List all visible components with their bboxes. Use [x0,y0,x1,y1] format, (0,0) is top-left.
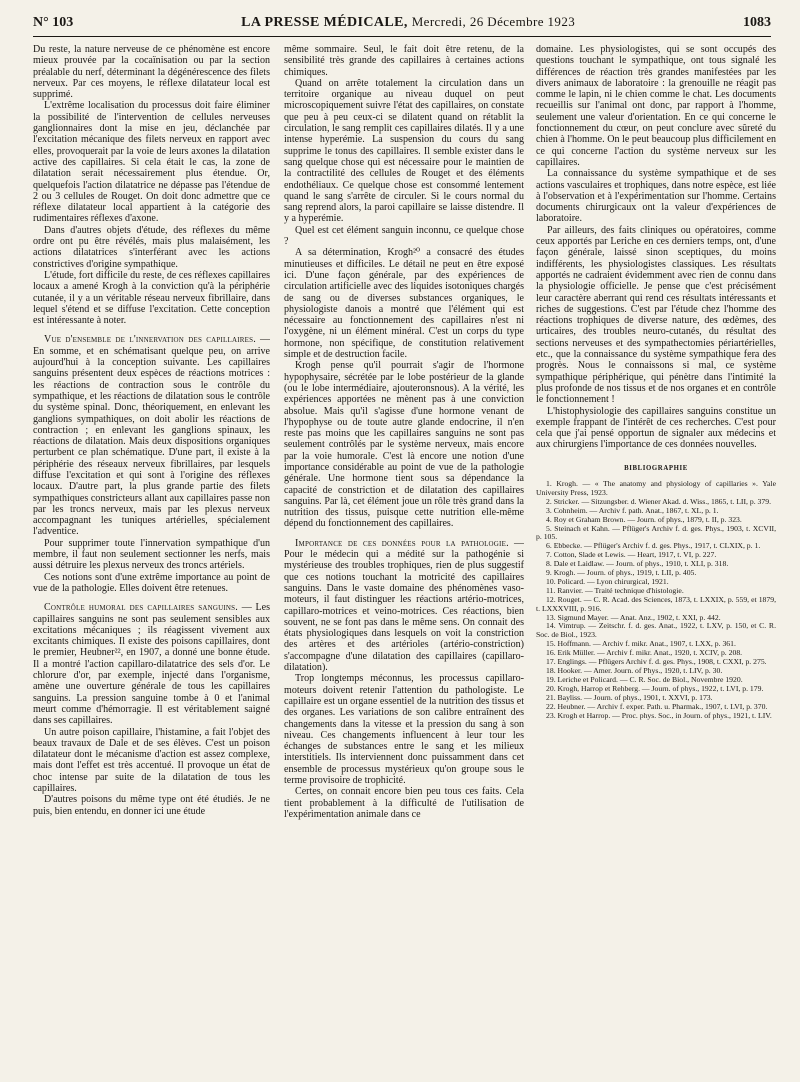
section-paragraph [33,602,270,726]
bibliography-entry: 7. Cotton, Slade et Lewis. — Heart, 1917, t. VI, p. 227. [546,550,717,560]
paragraph: Trop longtemps méconnus, les processus capillaro-moteurs doivent retenir l'attention du pathologiste. Le capillaire est un organe essentiel de la nutrition des tissus et des organes. Les variations de son calibre entraînent des changements dans la vitesse et la pression du sang à son niveau. Ces changements influencent à leur tour les échanges de substances entre le sang et les milieux interstitiels. Ils interviennent donc puissamment dans cet ensemble de processus mystérieux qu'on groupe sous le terme provisoire de trophicité. [284,673,524,786]
column-2 [284,44,524,1049]
bibliography-entry: 10. Policard. — Lyon chirurgical, 1921. [546,576,669,586]
paragraph: Krogh pense qu'il pourrait s'agir de l'hormone hypophysaire, sécrétée par le lobe postérieur de la glande (ou le lobe intermédiaire, ajouteronsnous). A la vérité, les expériences apportées ne mènent pas à une conviction absolue. Mais qu'il s'agisse d'une hormone venant de l'hypophyse ou de toute autre glande endocrine, il n'en reste pas moins que les capillaires sanguins ne sont pas seulement contrôlés par le système nerveux, mais encore par la voie humorale. C'est là encore une notion d'une importance considérable au point de vue de la pathologie générale. Une hormone tient sous sa dépendance la capacité de constriction et de dilatation des capillaires sanguins. Par là, cet élément joue un rôle très grand dans la nutrition des tissus, puisque cette nutrition elle-même dépend du fonctionnement des capillaires. [284,360,524,530]
bibliography-entry: 21. Bayliss. — Journ. of phys., 1901, t. XXVI, p. 173. [546,692,713,702]
bibliography-entry: 15. Hoffmann. — Archiv f. mikr. Anat., 1907, t. LXX, p. 361. [546,639,736,649]
paragraph: Du reste, la nature nerveuse de ce phénomène est encore mieux prouvée par la cocaïnisation ou par la section préalable du nerf, déterminant la dégénérescence des filets nerveux. Par ces moyens, le réflexe dilatateur local est supprimé. [33,44,270,101]
bibliography-entry: 8. Dale et Laidlaw. — Journ. of phys., 1910, t. XLI, p. 318. [546,559,729,569]
paragraph: L'extrême localisation du processus doit faire éliminer la possibilité de l'intervention de cellules nerveuses ganglionnaires dont la mise en jeu, déclanchée par l'excitation mécanique des filets nerveux en rapport avec elles, provoquerait par la voie de leurs axones la dilatation active des capillaires. Si cela était le cas, la zone de dilatation serait nécessairement plus étendue. Or, quelquefois l'action dilatatrice ne dépasse pas l'étendue de 2 ou 3 cellules de Rouget. On doit donc admettre que ce réflexe dilatateur local appartient à la catégorie des rudimentaires réflexes d'axone. [33,100,270,225]
bibliography-entry: 11. Ranvier. — Traité technique d'histologie. [546,585,684,595]
bibliography-entry: 4. Roy et Graham Brown. — Journ. of phys., 1879, t. II, p. 323. [546,514,742,524]
paragraph: D'autres poisons du même type ont été étudiés. Je ne puis, bien entendu, en donner ici une étude [33,794,270,817]
bibliography-entry: 13. Sigmund Mayer. — Anat. Anz., 1902, t. XXI, p. 442. [546,612,721,622]
bibliography-entry: 18. Hooker. — Amer. Journ. of Phys., 1920, t. LIV, p. 30. [546,666,723,676]
section-paragraph [33,334,270,537]
bibliography-entry: 20. Krogh, Harrop et Rehberg. — Journ. of phys., 1922, t. LVI, p. 179. [546,683,764,693]
issue-number: N° 103 [33,15,74,30]
paragraph: Certes, on connait encore bien peu tous ces faits. Cela tient probablement à la difficulté de l'utilisation de l'expérimentation animale dans ce [284,786,524,820]
paragraph: Quand on arrête totalement la circulation dans un territoire organique au niveau duquel on peut microscopiquement suivre l'état des capillaires, on constate que peu à peu ceux-ci se dilatent quand on rétablit la circulation, le sang remplit ces capillaires dilatés. Il y a une intense hyperémie. La suspension du cours du sang supprime le tonus des capillaires. Il semble exister dans le sang quelque chose qui est nécessaire pour le maintien de la contractilité des cellules de Rouget et des éléments endothéliaux. Ce quelque chose est consommé lentement quand le sang s'arrête de circuler. Si le cours normal du sang reprend alors, la paroi capillaire se laisse distendre. Il y a hyperémie. [284,77,524,225]
paragraph: L'étude, fort difficile du reste, de ces réflexes capillaires locaux a amené Krogh à la conviction qu'à la périphérie cutanée, il y a un véritable réseau nerveux fibrillaire, dans lequel s'étend et se diffuse l'excitation. Cette conception est intéressante à noter. [33,269,270,327]
bibliography-entry: 1. Krogh. — « The anatomy and physiology of capillaries ». Yale University Press, 1923. [536,478,776,497]
bibliography-entry: 19. Leriche et Policard. — C. R. Soc. de Biol., Novembre 1920. [546,674,743,684]
section-title: Contrôle humoral des capillaires sanguins. [44,602,238,614]
paragraph: Par ailleurs, des faits cliniques ou opératoires, comme ceux apportés par Leriche en ces derniers temps, ont, d'une façon générale, laissé sinon sceptiques, du moins indifférents, les physiologistes classiques. Les résultats apportés ne cadraient évidemment avec rien de connu dans la physiologie officielle. Je pense que c'est précisément leur caractère aberrant qui rend ces résultats intéressants et riches de suggestions. C'est par l'étude chez l'homme des réactions trophiques de diverse nature, des œdèmes, des urticaires, des troubles neuro-cutanés, du résultat des sections nerveuses et des sympathectomies périartérielles, etc., que la connaissance du système sympathique fera des progrès. Nous le connaissons si mal, ce système sympathique périphérique, qui pénètre dans l'intimité la plus profonde de nos tissus et de nos organes et en contrôle le fonctionnement ! [536,224,776,406]
paragraph: A sa détermination, Krogh²⁰ a consacré des études minutieuses et difficiles. Le détail ne peut en être exposé ici. D'une façon générale, par des expériences de circulation artificielle avec des liquides isotoniques chargés de sang ou de diverses substances organiques, le physiologiste danois a montré que l'élément qui est nécessaire au fonctionnement des capillaires n'est ni l'oxygène, ni un élément minéral. C'est un corps du type hormone, non spécifique, de constitution relativement simple et de destruction facile. [284,247,524,361]
bibliography-entry: 5. Steinach et Kahn. — Pflüger's Archiv f. d. ges. Phys., 1903, t. XCVII, p. 105. [536,523,776,542]
paragraph: Pour supprimer toute l'innervation sympathique d'un membre, il faut non seulement sectionner les nerfs, mais aussi détruire les plexus nerveux des troncs artériels. [33,537,270,572]
section-paragraph [284,538,524,674]
journal-name: LA PRESSE MÉDICALE, [241,15,408,30]
bibliography-entry: 12. Rouget. — C. R. Acad. des Sciences, 1873, t. LXXIX, p. 559, et 1879, t. LXXXVIII, p. 916. [536,594,776,613]
column-1 [33,44,270,1049]
section-title: Vue d'ensemble de l'innervation des capillaires. [44,334,256,346]
issue-date: Mercredi, 26 Décembre 1923 [411,14,576,29]
bibliography-entry: 16. Erik Müller. — Archiv f. mikr. Anat., 1920, t. XCIV, p. 208. [546,648,743,658]
section-title: Importance de ces données pour la pathologie. [295,537,509,549]
bibliography-entry: 2. Stricker. — Sitzungsber. d. Wiener Akad. d. Wiss., 1865, t. LII, p. 379. [546,496,771,506]
paragraph: L'histophysiologie des capillaires sanguins constitue un exemple frappant de l'intérêt de ces recherches. C'est pour cela que j'ai pensé opportun de signaler aux médecins et aux chirurgiens l'importance de ces données nouvelles. [536,405,776,451]
page-number: 1083 [743,15,771,30]
section-text: — En somme, et en schématisant quelque peu, on arrive aujourd'hui à la conception suivante. Les capillaires sanguins présentent deux espèces de réactions motrices : les réactions de contraction sous le contrôle du sympathique, et les réactions de dilatation sous le contrôle du système spinal. Donc, théoriquement, en enlevant les ganglions sympathiques, on doit abolir les réactions de contraction ; en enlevant les ganglions spinaux, les réactions de dilatation. Mais deux dispositions organiques perturbent ce plan schématique. D'une part, il existe à la périphérie des réseaux nerveux fibrillaires, par lesquels diffuse l'excitation et qui sont à l'origine des réflexes locaux. D'autre part, la plus grande partie des filets sympathiques constricteurs allant aux capillaires passe non par les troncs nerveux, mais par les plexus nerveux accompagnant les tuniques artérielles, spécialement l'adventice. [33,334,270,538]
bibliography-entry: 14. Vimtrup. — Zeitschr. f. d. ges. Anat., 1922, t. LXV, p. 150, et C. R. Soc. de Biol., 1923. [536,621,776,640]
paragraph: Un autre poison capillaire, l'histamine, a fait l'objet des beaux travaux de Dale et de ses élèves. C'est un poison dilatateur dont le mécanisme d'action est assez complexe, mais dont l'effet est très accentué. Il provoque un état de choc intense par suite de la dilatation de tous les capillaires. [33,726,270,794]
bibliography-entry: 17. Englings. — Pflügers Archiv f. d. ges. Phys., 1908, t. CXXI, p. 275. [546,657,767,667]
section-text: — Pour le médecin qui a médité sur la pathogénie si mystérieuse des troubles trophiques, rien de plus suggestif que ces notions touchant la motricité des capillaires sanguins. Dans le vaste domaine des phénomènes vaso-moteurs, il faut distinguer les réactions artério-motrices, capillaro-motrices et veino-motrices. Ces réactions, bien souvent, ne se font pas dans le même sens. On connait des états physiologiques dans lesquels on voit la constriction des artères et des artérioles (artério-constriction) s'accompagne d'une dilatation des capillaires (capillaro-dilatation). [284,537,524,674]
paragraph: Quel est cet élément sanguin inconnu, ce quelque chose ? [284,224,524,248]
bibliography-list [536,480,776,720]
bibliography-entry: 9. Krogh. — Journ. of phys., 1919, t. LII, p. 405. [546,568,697,578]
paragraph: Dans d'autres objets d'étude, des réflexes du même ordre ont pu être révélés, mais plus malaisément, les actions dilatatrices s'interférant avec les actions constrictives d'origine sympathique. [33,224,270,270]
section-text: — Les capillaires sanguins ne sont pas seulement sensibles aux excitations mécaniques ; ils réagissent vivement aux excitants chimiques. Il existe des poisons capillaires, dont le premier, Heubner²², en 1907, a donné une bonne étude. Il a montré l'action capillaro-dilatatrice des sels d'or. Le chlorure d'or, par exemple, injecté dans l'organisme, amène une ouverture générale de tous les capillaires sanguins. La pression sanguine tombe à 0 et l'animal meurt comme d'hémorragie. Il est véritablement saigné dans ses capillaires. [33,602,270,727]
bibliography-entry: 3. Cohnheim. — Archiv f. path. Anat., 1867, t. XL, p. 1. [546,505,719,515]
journal-title [241,14,575,31]
running-header [33,14,771,37]
column-3 [536,44,776,1049]
bibliography-entry: 6. Ebbecke. — Pflüger's Archiv f. d. ges. Phys., 1917, t. CLXIX, p. 1. [546,541,761,551]
bibliography-entry: 22. Heubner. — Archiv f. exper. Path. u. Pharmak., 1907, t. LVI, p. 370. [546,701,768,711]
bibliography-title: BIBLIOGRAPHIE [624,464,688,472]
paragraph: même sommaire. Seul, le fait doit être retenu, de la sensibilité très grande des capillaires à certaines actions chimiques. [284,44,524,78]
bibliography-entry: 23. Krogh et Harrop. — Proc. phys. Soc., in Journ. of phys., 1921, t. LIV. [546,710,772,720]
paragraph: La connaissance du système sympathique et de ses actions vasculaires et trophiques, dans notre espèce, est liée à l'observation et à l'expérimentation sur l'homme. Certains documents chirurgicaux ont la valeur d'expériences de laboratoire. [536,168,776,225]
paragraph: Ces notions sont d'une extrême importance au point de vue de la pathologie. Elles doivent être retenues. [33,571,270,594]
paragraph: domaine. Les physiologistes, qui se sont occupés des questions touchant le sympathique, ont tous signalé les différences de réaction très grandes manifestées par les divers animaux de laboratoire : la grenouille ne réagit pas comme le lapin, ni le chien comme le chat. Les documents recueillis sur l'animal ont donc, par rapport à l'homme, seulement une valeur d'orientation. En ce qui concerne le fonctionnement du cœur, on peut conclure avec sûreté du chien à l'homme. On le peut beaucoup plus difficilement en ce qui concerne l'action du système nerveux sur les capillaires. [536,44,776,168]
